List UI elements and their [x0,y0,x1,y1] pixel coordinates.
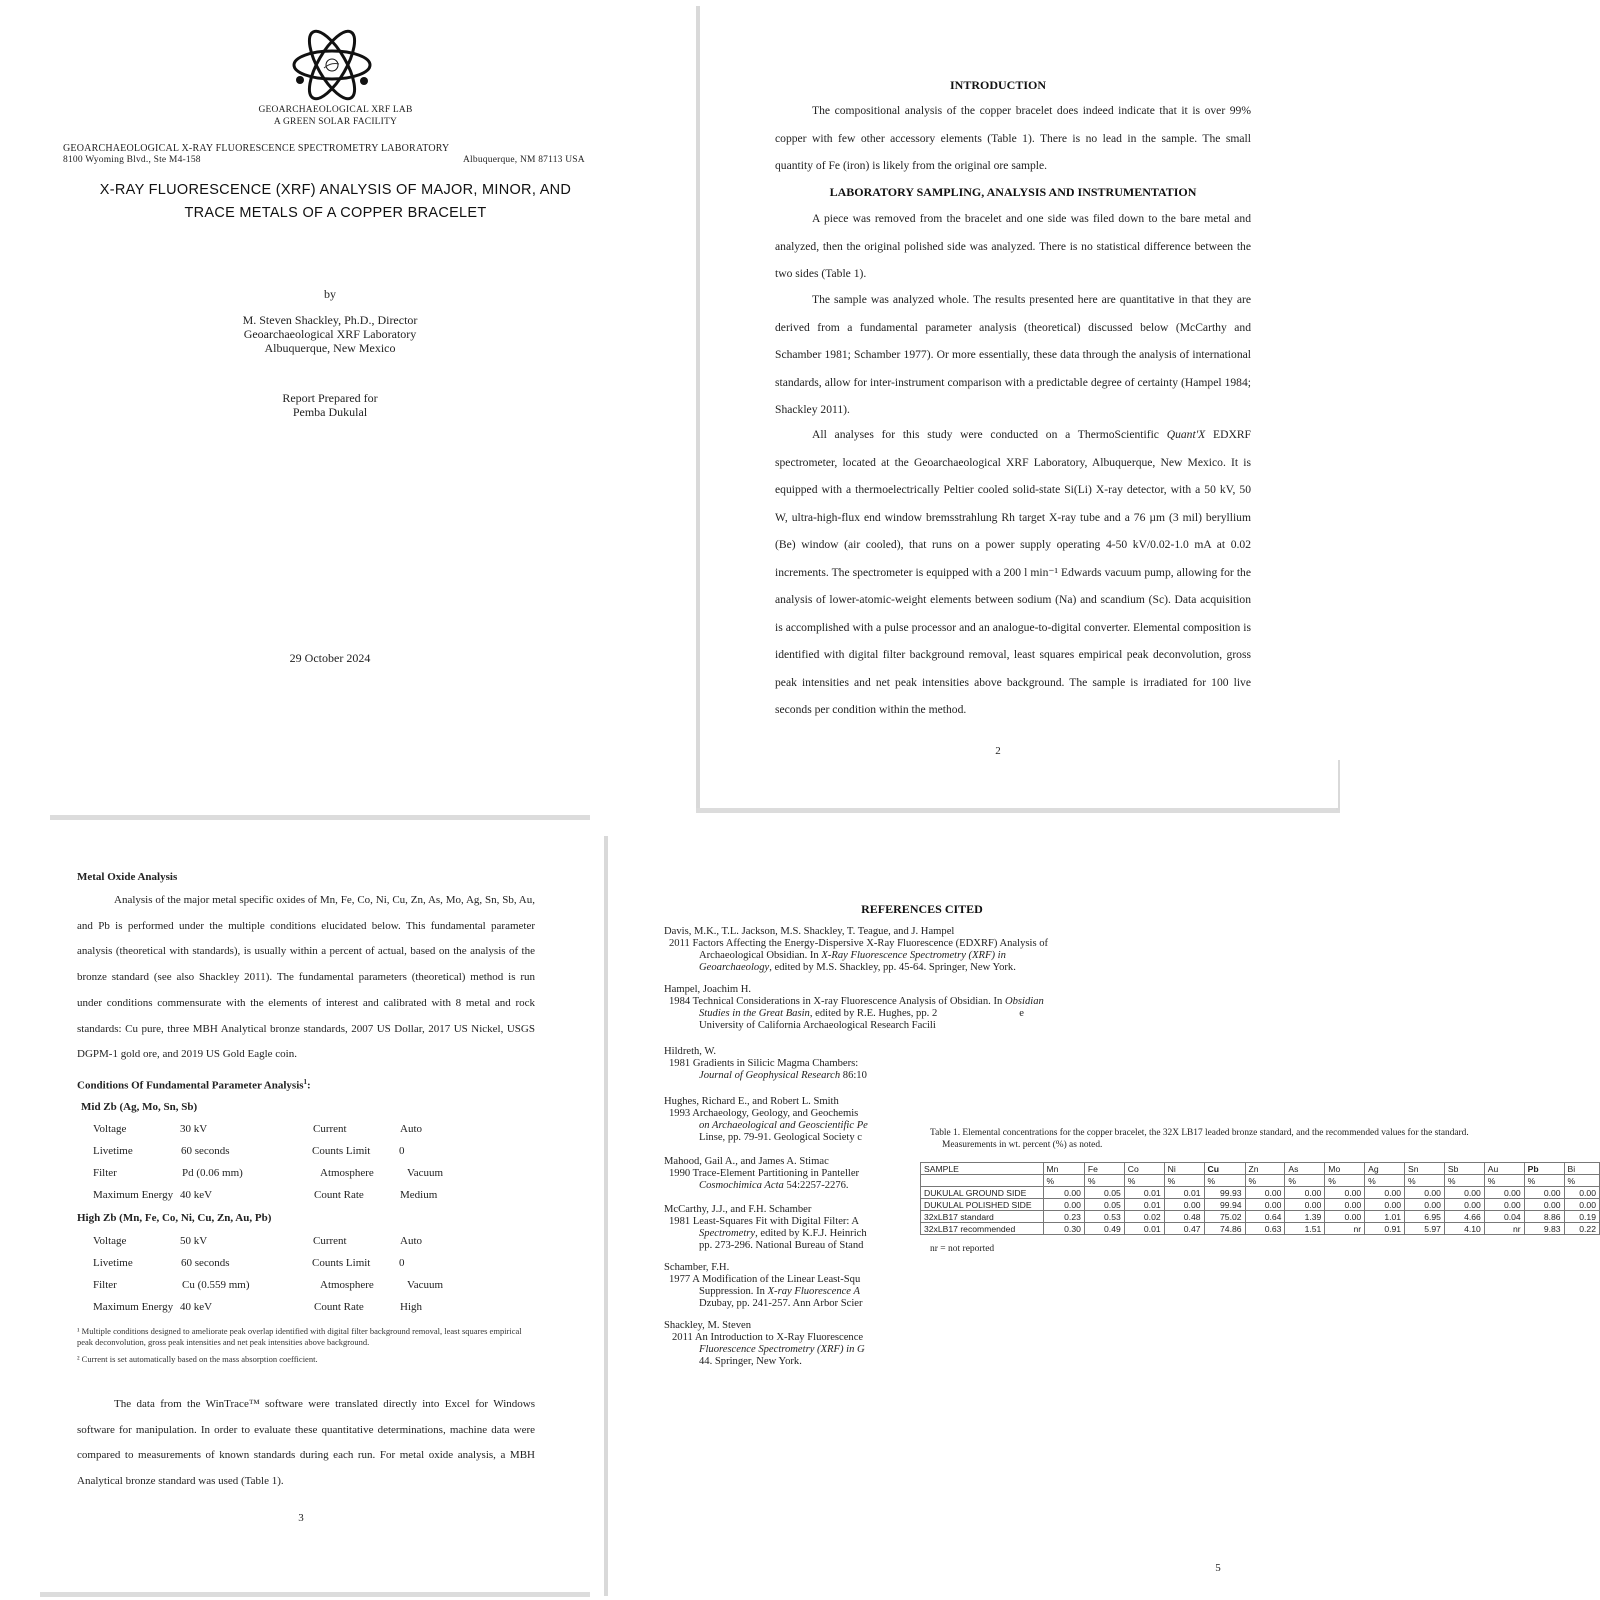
value-cell: 1.39 [1285,1211,1325,1223]
atom-icon [291,24,373,106]
condition-label: Count Rate [314,1189,364,1201]
condition-value: 60 seconds [181,1257,230,1269]
value-cell: 0.00 [1564,1187,1599,1199]
value-cell: 0.00 [1325,1211,1365,1223]
data-paragraph: The data from the WinTrace™ software were translated directly into Excel for Windows software for manipulation. In order to evaluate these quantitative determinations, machine data were compared to measurements of known standards during each run. For metal oxide analysis, a MBH Analytical bronze standard was used (Table 1). [77,1398,535,1488]
value-cell: Bi [1564,1163,1599,1175]
value-cell: 0.00 [1285,1187,1325,1199]
metal-oxide-page [8,832,596,1592]
introduction-page [700,8,1338,808]
condition-label: Counts Limit [312,1257,371,1269]
value-cell: % [1524,1175,1564,1187]
by-label: by [324,287,336,301]
report-title-line2: TRACE METALS OF A COPPER BRACELET [184,205,487,221]
page-shadow [598,808,1340,813]
value-cell: 0.00 [1444,1199,1484,1211]
condition-label: Current [313,1123,347,1135]
value-cell: 6.95 [1405,1211,1445,1223]
oxide-paragraph: Analysis of the major metal specific oxides of Mn, Fe, Co, Ni, Cu, Zn, As, Mo, Ag, Sn, Sb, Au, and Pb is performed under the multiple conditions elucidated below. This fundamental parameter analysis (theoretical with standards), is usually within a percent of actual, based on the analysis of the bronze standard (see also Shackley 2011). The fundamental parameters (theoretical) method is run under conditions commensurate with the elements of interest and calibrated with 8 metal and rock standards: Cu pure, three MBH Analytical bronze standards, 2007 US Dollar, 2017 US Nickel, USGS DGPM-1 gold ore, and 2019 US Gold Eagle coin. [77,894,535,1061]
title-page [8,0,696,815]
footnote-1: ¹ Multiple conditions designed to ameliorate peak overlap identified with digital filter background removal, least squares empirical peak deconvolution, gross peak intensities and net peak intensities above background. [77,1326,522,1347]
value-cell: % [1325,1175,1365,1187]
value-cell: 0.00 [1524,1187,1564,1199]
value-cell: 0.01 [1124,1199,1164,1211]
lab-address: 8100 Wyoming Blvd., Ste M4-158 [63,155,201,165]
report-date: 29 October 2024 [289,651,371,665]
value-cell: 0.02 [1124,1211,1164,1223]
value-cell: 0.00 [1444,1187,1484,1199]
value-cell: 0.64 [1245,1211,1285,1223]
prepared-for-label: Report Prepared for [282,391,378,405]
value-cell: 0.23 [1043,1211,1084,1223]
value-cell: 5.97 [1405,1223,1445,1235]
value-cell: Pb [1524,1163,1564,1175]
page-number: 2 [995,745,1001,757]
value-cell: 4.66 [1444,1211,1484,1223]
lab-name: GEOARCHAEOLOGICAL XRF LAB [258,105,413,115]
table-page [898,1082,1600,1582]
condition-value: Auto [400,1235,422,1247]
author-name: M. Steven Shackley, Ph.D., Director [242,313,418,327]
sample-cell: 32xLB17 recommended [921,1223,1044,1235]
value-cell: 0.00 [1405,1199,1445,1211]
condition-value: 50 kV [180,1235,208,1247]
value-cell: Zn [1245,1163,1285,1175]
page-shadow [604,836,608,1596]
value-cell: 0.00 [1285,1199,1325,1211]
elemental-concentration-table [920,1162,1600,1235]
value-cell: 0.00 [1325,1199,1365,1211]
author-org: Geoarchaeological XRF Laboratory [243,327,417,341]
value-cell: 0.00 [1564,1199,1599,1211]
condition-value: 0 [399,1257,405,1269]
table-row [921,1223,1600,1235]
value-cell: 1.01 [1365,1211,1405,1223]
table-row [921,1211,1600,1223]
value-cell: 0.19 [1564,1211,1599,1223]
lab-paragraph-2: The sample was analyzed whole. The results presented here are quantitative in that they are derived from a fundamental parameter analysis (theoretical) discussed below (McCarthy and Schamber 1981; Schamber 1977). Or more essentially, these data through the analysis of international standards, allow for inter-instrument comparison with a predictable degree of certainty (Hampel 1984; Shackley 2011). [775,293,1251,416]
value-cell: 0.00 [1043,1187,1084,1199]
value-cell: 0.00 [1365,1199,1405,1211]
value-cell: Mo [1325,1163,1365,1175]
condition-label: Livetime [93,1257,133,1269]
value-cell: 0.47 [1164,1223,1204,1235]
value-cell: As [1285,1163,1325,1175]
condition-label: Atmosphere [320,1167,374,1179]
condition-value: Vacuum [407,1167,444,1179]
value-cell: 4.10 [1444,1223,1484,1235]
condition-label: Livetime [93,1145,133,1157]
condition-value: Cu (0.559 mm) [182,1279,250,1291]
reference-entry: Hampel, Joachim H. 1984 Technical Considerations in X-ray Fluorescence Analysis of Obsidian. In Obsidian Studies in the Great Basin, edited by R.E. Hughes, pp. 2 e University of California Archaeological Research Facili [664,984,1044,1031]
value-cell: Sn [1405,1163,1445,1175]
references-heading: REFERENCES CITED [861,902,983,916]
lab-tagline: A GREEN SOLAR FACILITY [273,117,398,127]
reference-entry: Shackley, M. Steven 2011 An Introduction to X-Ray Fluorescence Fluorescence Spectrometry (XRF) in G 44. Springer, New York. [664,1320,865,1367]
condition-label: Atmosphere [320,1279,374,1291]
value-cell: 0.48 [1164,1211,1204,1223]
page-shadow [40,1592,590,1597]
condition-label: Filter [93,1167,117,1179]
sample-cell: DUKULAL POLISHED SIDE [921,1199,1044,1211]
value-cell: 0.22 [1564,1223,1599,1235]
mid-zb-label: Mid Zb (Ag, Mo, Sn, Sb) [81,1101,198,1113]
condition-label: Maximum Energy [93,1301,174,1313]
table-header-row [921,1163,1600,1175]
intro-heading: INTRODUCTION [949,78,1046,92]
client-name: Pemba Dukulal [292,405,368,419]
condition-value: 40 keV [180,1189,213,1201]
condition-label: Current [313,1235,347,1247]
value-cell: % [1405,1175,1445,1187]
footnote-2: ² Current is set automatically based on the mass absorption coefficient. [77,1354,318,1364]
value-cell: 0.01 [1164,1187,1204,1199]
table-caption: Table 1. Elemental concentrations for the copper bracelet, the 32X LB17 leaded bronze standard, and the recommended values for the standard. [930,1128,1469,1138]
value-cell: 9.83 [1524,1223,1564,1235]
value-cell: 0.53 [1084,1211,1124,1223]
sample-cell: DUKULAL GROUND SIDE [921,1187,1044,1199]
value-cell: % [1564,1175,1599,1187]
value-cell: 1.51 [1285,1223,1325,1235]
table-units-row [921,1175,1600,1187]
condition-value: 0 [399,1145,405,1157]
value-cell: 0.00 [1484,1187,1524,1199]
value-cell: 0.05 [1084,1187,1124,1199]
author-city: Albuquerque, New Mexico [264,341,396,355]
value-cell: nr [1325,1223,1365,1235]
lab-heading: LABORATORY SAMPLING, ANALYSIS AND INSTRUMENTATION [829,185,1197,199]
condition-label: Voltage [93,1123,127,1135]
condition-value: 40 keV [180,1301,213,1313]
instrument-name: Quant'X [1166,428,1206,441]
reference-entry: Mahood, Gail A., and James A. Stimac 1990 Trace-Element Partitioning in Panteller Cosmochimica Acta 54:2257-2276. [664,1156,860,1191]
value-cell: Ag [1365,1163,1405,1175]
value-cell: 0.00 [1405,1187,1445,1199]
value-cell: % [1365,1175,1405,1187]
value-cell: 0.00 [1484,1199,1524,1211]
value-cell: % [1124,1175,1164,1187]
section-heading: Metal Oxide Analysis [77,871,178,883]
value-cell: 0.01 [1124,1223,1164,1235]
value-cell: % [1084,1175,1124,1187]
value-cell: 74.86 [1204,1223,1245,1235]
condition-value: Auto [400,1123,422,1135]
condition-value: High [400,1301,422,1313]
sample-cell: 32xLB17 standard [921,1211,1044,1223]
condition-label: Counts Limit [312,1145,371,1157]
lab-city: Albuquerque, NM 87113 USA [463,155,585,165]
value-cell: Ni [1164,1163,1204,1175]
value-cell: Cu [1204,1163,1245,1175]
table-caption-units: Measurements in wt. percent (%) as noted. [942,1140,1103,1150]
page-number: 5 [1215,1562,1221,1574]
sample-cell [921,1175,1044,1187]
conditions-heading: Conditions Of Fundamental Parameter Analysis$^1$: [77,1078,311,1092]
reference-entry: Hughes, Richard E., and Robert L. Smith 1993 Archaeology, Geology, and Geochemis on Archaeological and Geoscientific Pe Linse, pp. 79-91. Geological Society c [664,1096,868,1143]
value-cell: 0.00 [1524,1199,1564,1211]
value-cell: % [1204,1175,1245,1187]
value-cell: Au [1484,1163,1524,1175]
value-cell: 0.05 [1084,1199,1124,1211]
page-number: 3 [298,1512,304,1524]
condition-value: 60 seconds [181,1145,230,1157]
condition-label: Count Rate [314,1301,364,1313]
value-cell: Fe [1084,1163,1124,1175]
table-note: nr = not reported [930,1244,995,1254]
lab-full-name: GEOARCHAEOLOGICAL X-RAY FLUORESCENCE SPECTROMETRY LABORATORY [63,143,450,154]
condition-label: Maximum Energy [93,1189,174,1201]
value-cell: 75.02 [1204,1211,1245,1223]
value-cell: 0.04 [1484,1211,1524,1223]
value-cell: 99.94 [1204,1199,1245,1211]
condition-label: Voltage [93,1235,127,1247]
sample-cell: SAMPLE [921,1163,1044,1175]
reference-entry: Davis, M.K., T.L. Jackson, M.S. Shackley, T. Teague, and J. Hampel 2011 Factors Affecting the Energy-Dispersive X-Ray Fluorescence (EDXRF) Analysis of Archaeological Obsidian. In X-Ray Fluorescence Spectrometry (XRF) in Geoarchaeology, edited by M.S. Shackley, pp. 45-64. Springer, New York. [664,926,1049,973]
value-cell: 99.93 [1204,1187,1245,1199]
value-cell: % [1043,1175,1084,1187]
value-cell: 0.30 [1043,1223,1084,1235]
value-cell: Sb [1444,1163,1484,1175]
condition-value: Pd (0.06 mm) [182,1167,243,1179]
lab-paragraph-3: All analyses for this study were conducted on a ThermoScientific Quant'X EDXRF spectrometer, located at the Geoarchaeological XRF Laboratory, Albuquerque, New Mexico. It is equipped with a thermoelectrically Peltier cooled solid-state Si(Li) X-ray detector, with a 50 kV, 50 W, ultra-high-flux end window bremsstrahlung Rh target X-ray tube and a 76 µm (3 mil) beryllium (Be) window (air cooled), that runs on a power supply operating 4-50 kV/0.02-1.0 mA at 0.02 increments. The spectrometer is equipped with a 200 l min⁻¹ Edwards vacuum pump, allowing for the analysis of lower-atomic-weight elements between sodium (Na) and scandium (Sc). Data acquisition is accomplished with a pulse processor and an analogue-to-digital converter. Elemental composition is identified with digital filter background removal, least squares empirical peak deconvolution, gross peak intensities and net peak intensities above background. The sample is irradiated for 100 live seconds per condition within the method. [775,428,1252,716]
value-cell: Mn [1043,1163,1084,1175]
value-cell: 0.00 [1365,1187,1405,1199]
condition-value: 30 kV [180,1123,208,1135]
value-cell: % [1444,1175,1484,1187]
value-cell: % [1484,1175,1524,1187]
value-cell: 0.49 [1084,1223,1124,1235]
value-cell: % [1164,1175,1204,1187]
value-cell: 0.00 [1245,1187,1285,1199]
intro-paragraph: The compositional analysis of the copper bracelet does indeed indicate that it is over 99% copper with few other accessory elements (Table 1). There is no lead in the sample. The small quantity of Fe (iron) is likely from the original ore sample. [775,104,1251,172]
value-cell: 0.00 [1325,1187,1365,1199]
value-cell: 0.91 [1365,1223,1405,1235]
value-cell: 0.00 [1043,1199,1084,1211]
value-cell: Co [1124,1163,1164,1175]
report-title-line1: X-RAY FLUORESCENCE (XRF) ANALYSIS OF MAJOR, MINOR, AND [99,182,572,198]
high-zb-label: High Zb (Mn, Fe, Co, Ni, Cu, Zn, Au, Pb) [77,1212,272,1224]
value-cell: % [1245,1175,1285,1187]
value-cell: 0.00 [1164,1199,1204,1211]
table-row [921,1199,1600,1211]
condition-value: Vacuum [407,1279,444,1291]
value-cell: 0.00 [1245,1199,1285,1211]
value-cell: 0.01 [1124,1187,1164,1199]
value-cell: % [1285,1175,1325,1187]
reference-entry: Hildreth, W. 1981 Gradients in Silicic Magma Chambers: Journal of Geophysical Research 86:10 [664,1046,867,1081]
condition-value: Medium [400,1189,438,1201]
reference-entry: Schamber, F.H. 1977 A Modification of the Linear Least-Squ Suppression. In X-ray Fluorescence A Dzubay, pp. 241-257. Ann Arbor Scier [664,1262,863,1309]
table-row [921,1187,1600,1199]
condition-label: Filter [93,1279,117,1291]
value-cell: 8.86 [1524,1211,1564,1223]
value-cell: nr [1484,1223,1524,1235]
reference-entry: McCarthy, J.J., and F.H. Schamber 1981 Least-Squares Fit with Digital Filter: A Spectrometry, edited by K.F.J. Heinrich pp. 273-296. National Bureau of Stand [664,1204,867,1251]
lab-paragraph-1: A piece was removed from the bracelet and one side was filed down to the bare metal and analyzed, then the original polished side was analyzed. There is no statistical difference between the two sides (Table 1). [775,212,1251,280]
value-cell: 0.63 [1245,1223,1285,1235]
